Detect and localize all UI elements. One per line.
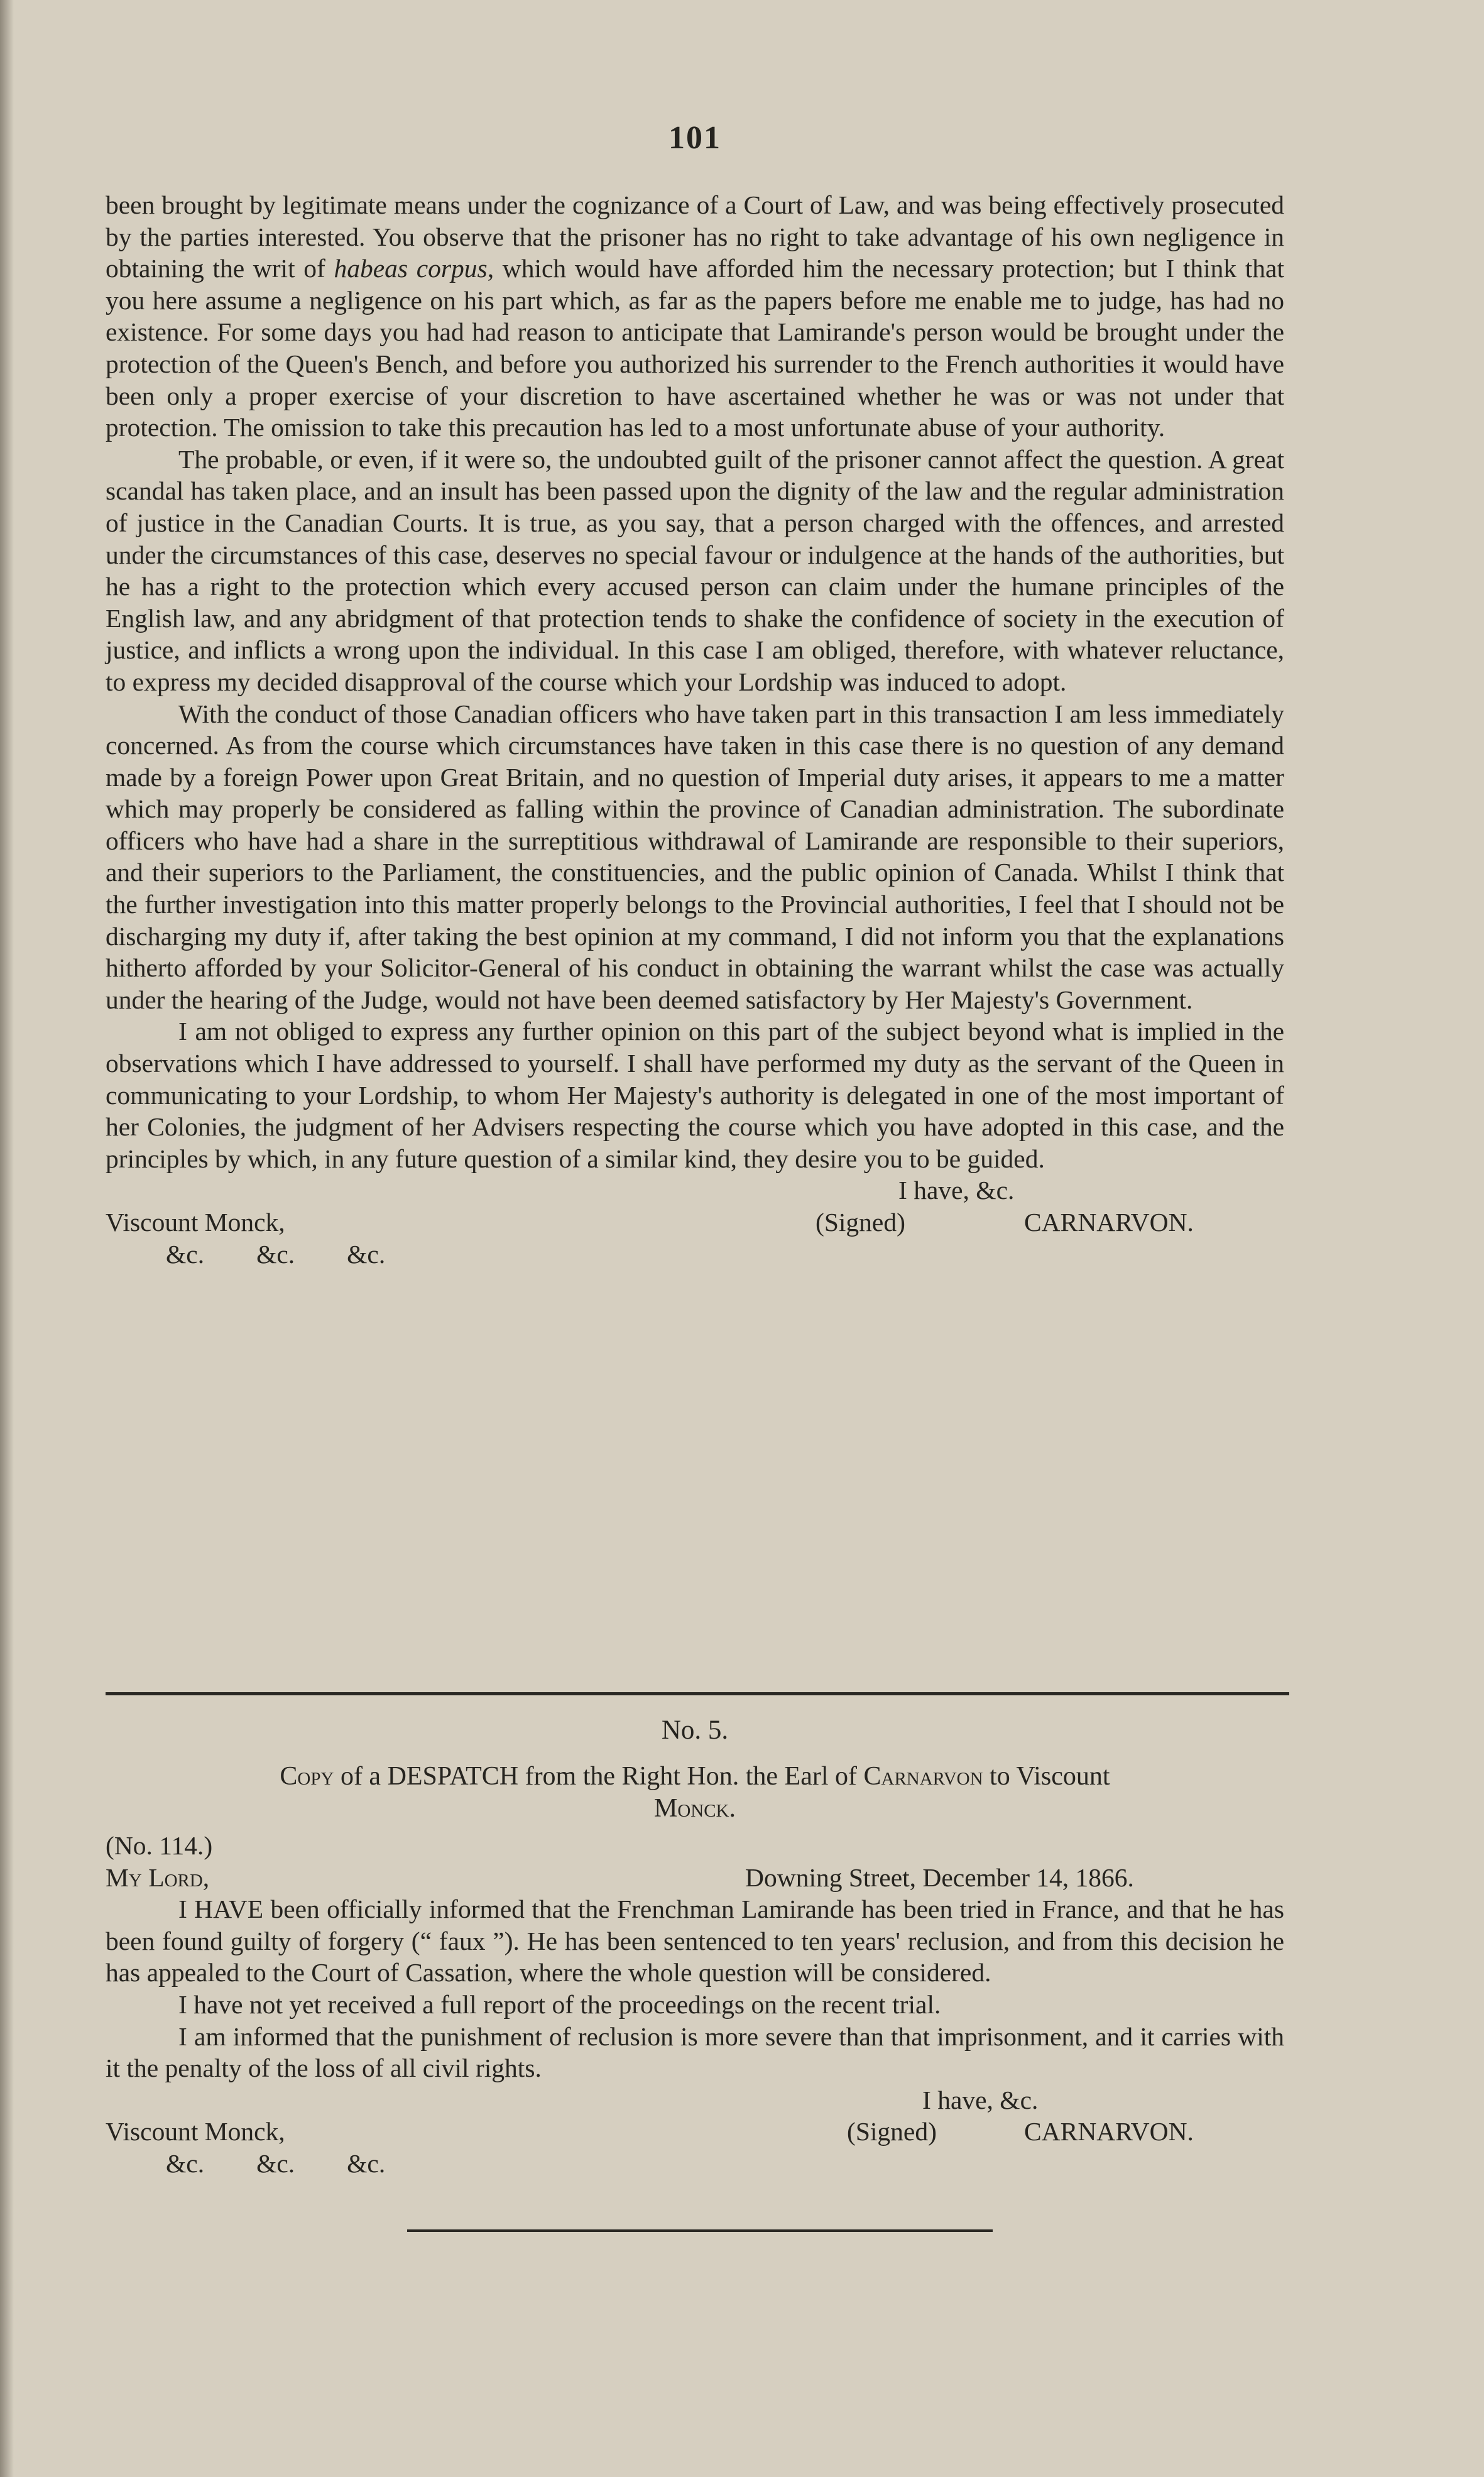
page-binding-edge bbox=[0, 0, 14, 2477]
salutation: My Lord, bbox=[106, 1862, 210, 1892]
etc-line: &c. &c. &c. bbox=[166, 1239, 386, 1269]
signature-line bbox=[106, 1206, 1284, 1238]
signed-label: (Signed) bbox=[816, 1208, 905, 1237]
page-number: 101 bbox=[668, 120, 721, 156]
end-rule bbox=[407, 2229, 993, 2232]
paragraph-3: With the conduct of those Canadian officers who have taken part in this transaction I am less immediately concerned. As from the course which circumstances have taken in this case there is no question of any demand made by a foreign Power upon Great Britain, and no question of Imperial duty arises, it appears to me a matter which may properly be considered as falling within the province of Canadian administration. The subordinate officers who have had a share in the surreptitious withdrawal of Lamirande are responsible to their superiors, and their superiors to the Parliament, the constituencies, and the public opinion of Canada. Whilst I think that the further investigation into this matter properly belongs to the Provincial authorities, I feel that I should not be discharging my duty if, after taking the best opinion at my command, I did not inform you that the explanations hitherto afforded by your Solicitor-General of his conduct in obtaining the warrant whilst the case was actually under the hearing of the Judge, would not have been deemed satisfactory by Her Majesty's Government. bbox=[106, 699, 1284, 1014]
place-date: Downing Street, December 14, 1866. bbox=[745, 1862, 1134, 1892]
despatch-signed-label: (Signed) bbox=[847, 2117, 937, 2146]
despatch-paragraph-3: I am informed that the punishment of reclusion is more severe than that imprisonment, and it carries with it the penalty of the loss of all civil rights. bbox=[106, 2021, 1284, 2083]
despatch-number-heading: No. 5. bbox=[661, 1715, 729, 1745]
despatch-signature-line bbox=[106, 2116, 1284, 2148]
despatch-title-recipient: Monck. bbox=[653, 1794, 736, 1823]
section-divider bbox=[106, 1692, 1289, 1695]
page-content bbox=[106, 119, 1284, 1270]
signature: CARNARVON. bbox=[1024, 1208, 1194, 1237]
despatch-etc-line: &c. &c. &c. bbox=[166, 2148, 386, 2178]
despatch-addressee: Viscount Monck, bbox=[106, 2117, 285, 2146]
paragraph-4: I am not obliged to express any further opinion on this part of the subject beyond what is implied in the observations which I have addressed to yourself. I shall have performed my duty as the servant of the Queen in communicating to your Lordship, to whom Her Majesty's authority is delegated in one of the most important of her Colonies, the judgment of her Advisers respecting the course which you have adopted in this case, and the principles by which, in any future question of a similar kind, they desire you to be guided. bbox=[106, 1017, 1284, 1173]
despatch-signature: CARNARVON. bbox=[1024, 2117, 1194, 2146]
despatch-reference: (No. 114.) bbox=[106, 1831, 213, 1860]
italic-term: habeas corpus bbox=[334, 254, 488, 283]
closing-line: I have, &c. bbox=[898, 1176, 1015, 1205]
despatch-no5 bbox=[106, 1714, 1284, 2180]
despatch-closing-line: I have, &c. bbox=[922, 2085, 1039, 2114]
paragraph-2: The probable, or even, if it were so, the undoubted guilt of the prisoner cannot affect the question. A great scandal has taken place, and an insult has been passed upon the dignity of the law and the regular administration of justice in the Canadian Courts. It is true, as you say, that a person charged with the offences, and arrested under the circumstances of this case, deserves no special favour or indulgence at the hands of the authorities, but he has a right to the protection which every accused person can claim under the humane principles of the English law, and any abridgment of that protection tends to shake the confidence of society in the execution of justice, and inflicts a wrong upon the individual. In this case I am obliged, therefore, with whatever reluctance, to express my decided disapproval of the course which your Lordship was induced to adopt. bbox=[106, 444, 1284, 696]
paragraph-1: been brought by legitimate means under the cognizance of a Court of Law, and was being effectively prosecuted by the parties interested. You observe that the prisoner has no right to take advantage of his own negligence in obtaining the writ of habeas corpus, which would have afforded him the necessary protection; but I think that you here assume a negligence on his part which, as far as the papers before me enable me to judge, has had no existence. For some days you had had reason to anticipate that Lamirande's person would be brought under the protection of the Queen's Bench, and before you authorized his surrender to the French authorities it would have been only a proper exercise of your discretion to have ascertained whether he was or was not under that protection. The omission to take this precaution has led to a most unfortunate abuse of your authority. bbox=[106, 190, 1284, 442]
addressee: Viscount Monck, bbox=[106, 1208, 285, 1237]
despatch-paragraph-2: I have not yet received a full report of the proceedings on the recent trial. bbox=[178, 1989, 941, 2019]
despatch-title: Copy of a DESPATCH from the Right Hon. the Earl of Carnarvon to Viscount bbox=[280, 1762, 1110, 1791]
despatch-paragraph-1: I HAVE been officially informed that the Frenchman Lamirande has been tried in France, and that he has been found guilty of forgery (“ faux ”). He has been sentenced to ten years' reclusion, and from this decision he has appealed to the Court of Cassation, where the whole question will be considered. bbox=[106, 1895, 1284, 1988]
salutation-line bbox=[106, 1862, 1284, 1894]
